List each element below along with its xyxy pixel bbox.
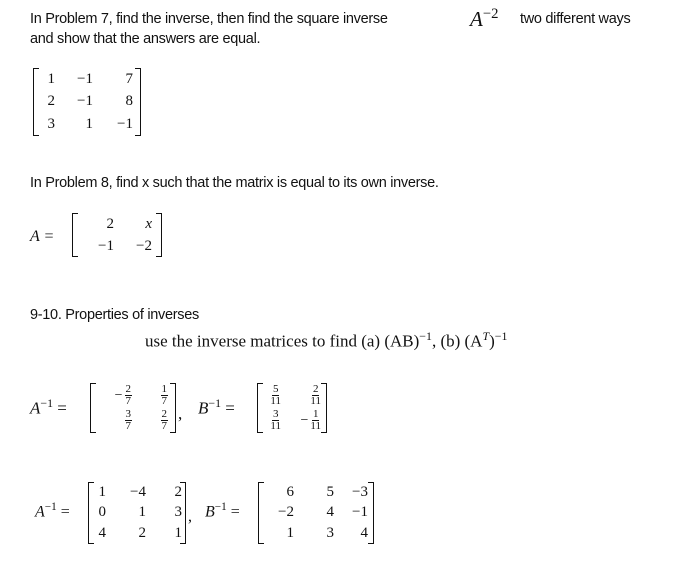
- numerator: 2: [161, 408, 167, 420]
- numerator: 1: [161, 383, 167, 395]
- numerator: 2: [125, 383, 131, 395]
- matrix-cell: −3: [352, 483, 368, 500]
- close-paren: ): [489, 331, 495, 351]
- a-inverse-squared: [470, 6, 498, 32]
- matrix-cell: 8: [125, 93, 133, 110]
- instruction: [145, 329, 507, 352]
- matrix-cell: 2: [174, 483, 182, 500]
- b-exp: −1: [214, 501, 227, 513]
- section-heading: 9-10. Properties of inverses: [30, 307, 199, 323]
- pair2-a-matrix: [88, 482, 186, 544]
- matrix-cell: −1: [77, 93, 93, 110]
- matrix-cell: −4: [130, 483, 146, 500]
- power-base: A: [470, 7, 483, 31]
- denominator: 11: [310, 420, 321, 432]
- sign: −: [114, 387, 123, 403]
- ab-exp: −1: [419, 329, 432, 343]
- pair2-b-label: [205, 501, 240, 521]
- fraction: [161, 409, 169, 432]
- fraction: [270, 409, 281, 432]
- matrix-cell: 3: [47, 116, 55, 133]
- matrix-cell: [281, 383, 321, 408]
- matrix-cell: −1: [98, 237, 114, 254]
- matrix-cell: 6: [286, 483, 294, 500]
- numerator: 2: [312, 383, 319, 395]
- matrix-cell: 1: [47, 70, 55, 87]
- matrix-cell: 4: [360, 525, 368, 542]
- matrix-cell: 1: [138, 504, 146, 521]
- a-exp: −1: [44, 501, 57, 513]
- at-exp: −1: [494, 329, 508, 343]
- matrix-cell: [132, 383, 168, 408]
- matrix-cell: −2: [278, 504, 294, 521]
- problem7-line1: In Problem 7, find the inverse, then find the square inverse: [30, 11, 388, 27]
- denominator: 7: [125, 420, 131, 432]
- sign: −: [300, 412, 309, 428]
- equals: =: [60, 503, 70, 521]
- pair2-b-matrix: [258, 482, 374, 544]
- denominator: 11: [270, 395, 281, 407]
- fraction: [310, 384, 321, 407]
- matrix-cell: −1: [352, 504, 368, 521]
- fraction: [270, 384, 281, 407]
- pair2-a-label: [35, 501, 70, 521]
- numerator: 1: [312, 408, 319, 420]
- problem7-matrix: [33, 68, 141, 136]
- matrix-cell: 3: [174, 504, 182, 521]
- a-exp: −1: [40, 396, 54, 410]
- b-letter: B: [198, 398, 209, 418]
- problem8-text: In Problem 8, find x such that the matrix is equal to its own inverse.: [30, 175, 439, 191]
- b-letter: B: [205, 503, 215, 521]
- a-letter: A: [30, 398, 41, 418]
- fraction: [161, 384, 169, 407]
- problem8-label: A =: [30, 228, 55, 245]
- fraction: [125, 384, 133, 407]
- matrix-cell: 4: [326, 504, 334, 521]
- pair1-a-matrix: [90, 383, 176, 433]
- pair1-b-matrix: [257, 383, 327, 433]
- matrix-cell: [259, 383, 281, 408]
- matrix-cell: 1: [286, 525, 294, 542]
- equals: =: [57, 398, 67, 418]
- denominator: 11: [270, 420, 281, 432]
- b-exp: −1: [208, 396, 222, 410]
- matrix-cell: [259, 408, 281, 433]
- matrix-cell: 1: [85, 116, 93, 133]
- pair2-comma: ,: [188, 508, 192, 525]
- matrix-cell: 0: [98, 504, 106, 521]
- matrix-cell: 1: [98, 483, 106, 500]
- equals: =: [230, 503, 240, 521]
- matrix-cell: 2: [138, 525, 146, 542]
- matrix-cell: 3: [326, 525, 334, 542]
- problem7-line1-tail: two different ways: [520, 11, 631, 27]
- pair1-a-label: [30, 396, 67, 419]
- matrix-cell: [92, 383, 132, 408]
- matrix-cell: [281, 408, 321, 433]
- fraction: [125, 409, 133, 432]
- matrix-cell: −1: [117, 116, 133, 133]
- denominator: 7: [161, 395, 167, 407]
- a-letter: A: [35, 503, 45, 521]
- matrix-cell: [132, 408, 168, 433]
- matrix-cell: 2: [106, 215, 114, 232]
- transpose: T: [482, 329, 490, 343]
- equals: =: [225, 398, 235, 418]
- matrix-cell: −1: [77, 70, 93, 87]
- matrix-cell: 1: [174, 525, 182, 542]
- numerator: 3: [272, 408, 279, 420]
- denominator: 11: [310, 395, 321, 407]
- matrix-cell: 7: [125, 70, 133, 87]
- fraction: [310, 409, 321, 432]
- problem8-matrix: [72, 213, 162, 257]
- numerator: 5: [272, 383, 279, 395]
- matrix-cell: [92, 408, 132, 433]
- matrix-cell: 4: [98, 525, 106, 542]
- part-b: , (b) (A: [431, 331, 483, 351]
- pair1-b-label: [198, 396, 235, 419]
- matrix-cell: −2: [136, 237, 152, 254]
- instruction-text: use the inverse matrices to find (a) (AB): [145, 331, 420, 351]
- matrix-cell: 2: [47, 93, 55, 110]
- matrix-cell: x: [145, 215, 152, 232]
- numerator: 3: [125, 408, 131, 420]
- pair1-comma: ,: [178, 404, 183, 423]
- power-exp: −2: [482, 6, 499, 22]
- matrix-cell: 5: [326, 483, 334, 500]
- problem7-line2: and show that the answers are equal.: [30, 31, 261, 47]
- denominator: 7: [125, 395, 131, 407]
- denominator: 7: [161, 420, 167, 432]
